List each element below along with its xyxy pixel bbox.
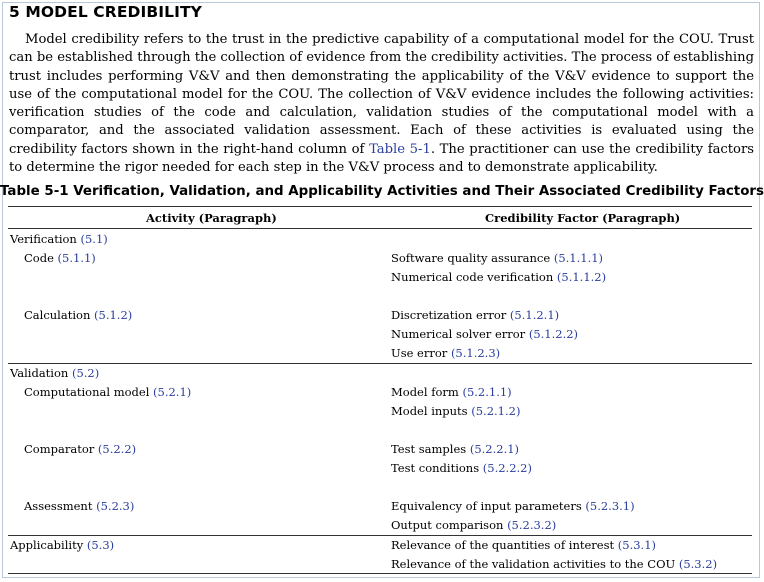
ref-link[interactable]: (5.2.2.1) bbox=[469, 442, 520, 456]
factor-equivalency-input-parameters: Equivalency of input parameters (5.2.3.1) bbox=[391, 499, 635, 513]
paragraph-text-1: Model credibility refers to the trust in the predictive capability of a computational model for the COU. Trust can be established through the collection of evidence from the credibility activities. The process of establishing trust includes performing V&V and then demonstrating the applicability of the V&V evidence to support the use of the computational model for the COU. The collection of V&V evidence includes the following activities: verification studies of the code and calculation, validation studies of the computational model with a comparator, and the associated validation assessment. Each of these activities is evaluated using the credibility factors shown in the right-hand column of bbox=[9, 32, 754, 157]
group-rule-applicability bbox=[8, 535, 752, 536]
ref-link[interactable]: (5.2.1.2) bbox=[471, 404, 521, 418]
table-link[interactable]: Table 5-1 bbox=[369, 141, 431, 157]
activity-comparator: Comparator (5.2.2) bbox=[24, 442, 137, 456]
factor-software-quality: Software quality assurance (5.1.1.1) bbox=[391, 251, 604, 265]
ref-link[interactable]: (5.2.2.2) bbox=[482, 461, 532, 475]
activity-validation: Validation (5.2) bbox=[10, 366, 100, 380]
activity-code: Code (5.1.1) bbox=[24, 251, 96, 265]
ref-link[interactable]: (5.1.1.1) bbox=[553, 251, 604, 265]
ref-link[interactable]: (5.1.2.3) bbox=[450, 346, 501, 360]
group-rule-validation bbox=[8, 363, 752, 364]
table-top-rule bbox=[8, 206, 752, 207]
ref-link[interactable]: (5.1.2) bbox=[94, 308, 133, 322]
table-caption: Table 5-1 Verification, Validation, and Applicability Activities and Their Associated Credibility Factors bbox=[0, 184, 764, 199]
activity-verification: Verification (5.1) bbox=[10, 232, 108, 246]
activity-computational-model: Computational model (5.2.1) bbox=[24, 385, 192, 399]
section-heading: 5 MODEL CREDIBILITY bbox=[9, 3, 202, 21]
paragraph-text-2: . The practitioner can use the credibility factors to determine the rigor needed for each step in the V&V process and to demonstrate applicability. bbox=[9, 141, 754, 176]
ref-link[interactable]: (5.2.1) bbox=[153, 385, 192, 399]
body-paragraph bbox=[9, 31, 754, 177]
header-activity: Activity (Paragraph) bbox=[146, 211, 277, 225]
factor-test-samples: Test samples (5.2.2.1) bbox=[391, 442, 520, 456]
factor-relevance-validation-activities: Relevance of the validation activities to the COU (5.3.2) bbox=[391, 557, 718, 571]
ref-link[interactable]: (5.3.2) bbox=[678, 557, 718, 571]
activity-calculation: Calculation (5.1.2) bbox=[24, 308, 133, 322]
factor-test-conditions: Test conditions (5.2.2.2) bbox=[391, 461, 532, 475]
ref-link[interactable]: (5.2.1.1) bbox=[462, 385, 512, 399]
ref-link[interactable]: (5.2.2) bbox=[97, 442, 137, 456]
ref-link[interactable]: (5.2.3.1) bbox=[585, 499, 635, 513]
ref-link[interactable]: (5.3) bbox=[86, 538, 115, 552]
ref-link[interactable]: (5.2.3.2) bbox=[507, 518, 557, 532]
activity-applicability: Applicability (5.3) bbox=[10, 538, 115, 552]
ref-link[interactable]: (5.2.3) bbox=[96, 499, 135, 513]
factor-numerical-solver-error: Numerical solver error (5.1.2.2) bbox=[391, 327, 579, 341]
ref-link[interactable]: (5.1.2.1) bbox=[509, 308, 560, 322]
factor-model-inputs: Model inputs (5.2.1.2) bbox=[391, 404, 521, 418]
ref-link[interactable]: (5.1) bbox=[80, 232, 108, 246]
ref-link[interactable]: (5.1.1.2) bbox=[556, 270, 607, 284]
ref-link[interactable]: (5.3.1) bbox=[617, 538, 656, 552]
factor-model-form: Model form (5.2.1.1) bbox=[391, 385, 512, 399]
factor-numerical-code-verification: Numerical code verification (5.1.1.2) bbox=[391, 270, 607, 284]
activity-assessment: Assessment (5.2.3) bbox=[24, 499, 135, 513]
header-credibility-factor: Credibility Factor (Paragraph) bbox=[485, 211, 681, 225]
factor-relevance-qoi: Relevance of the quantities of interest (5.3.1) bbox=[391, 538, 656, 552]
factor-use-error: Use error (5.1.2.3) bbox=[391, 346, 501, 360]
ref-link[interactable]: (5.2) bbox=[71, 366, 100, 380]
ref-link[interactable]: (5.1.1) bbox=[57, 251, 96, 265]
ref-link[interactable]: (5.1.2.2) bbox=[528, 327, 579, 341]
table-bottom-rule bbox=[8, 573, 752, 574]
factor-discretization-error: Discretization error (5.1.2.1) bbox=[391, 308, 560, 322]
header-rule bbox=[8, 228, 752, 229]
factor-output-comparison: Output comparison (5.2.3.2) bbox=[391, 518, 557, 532]
